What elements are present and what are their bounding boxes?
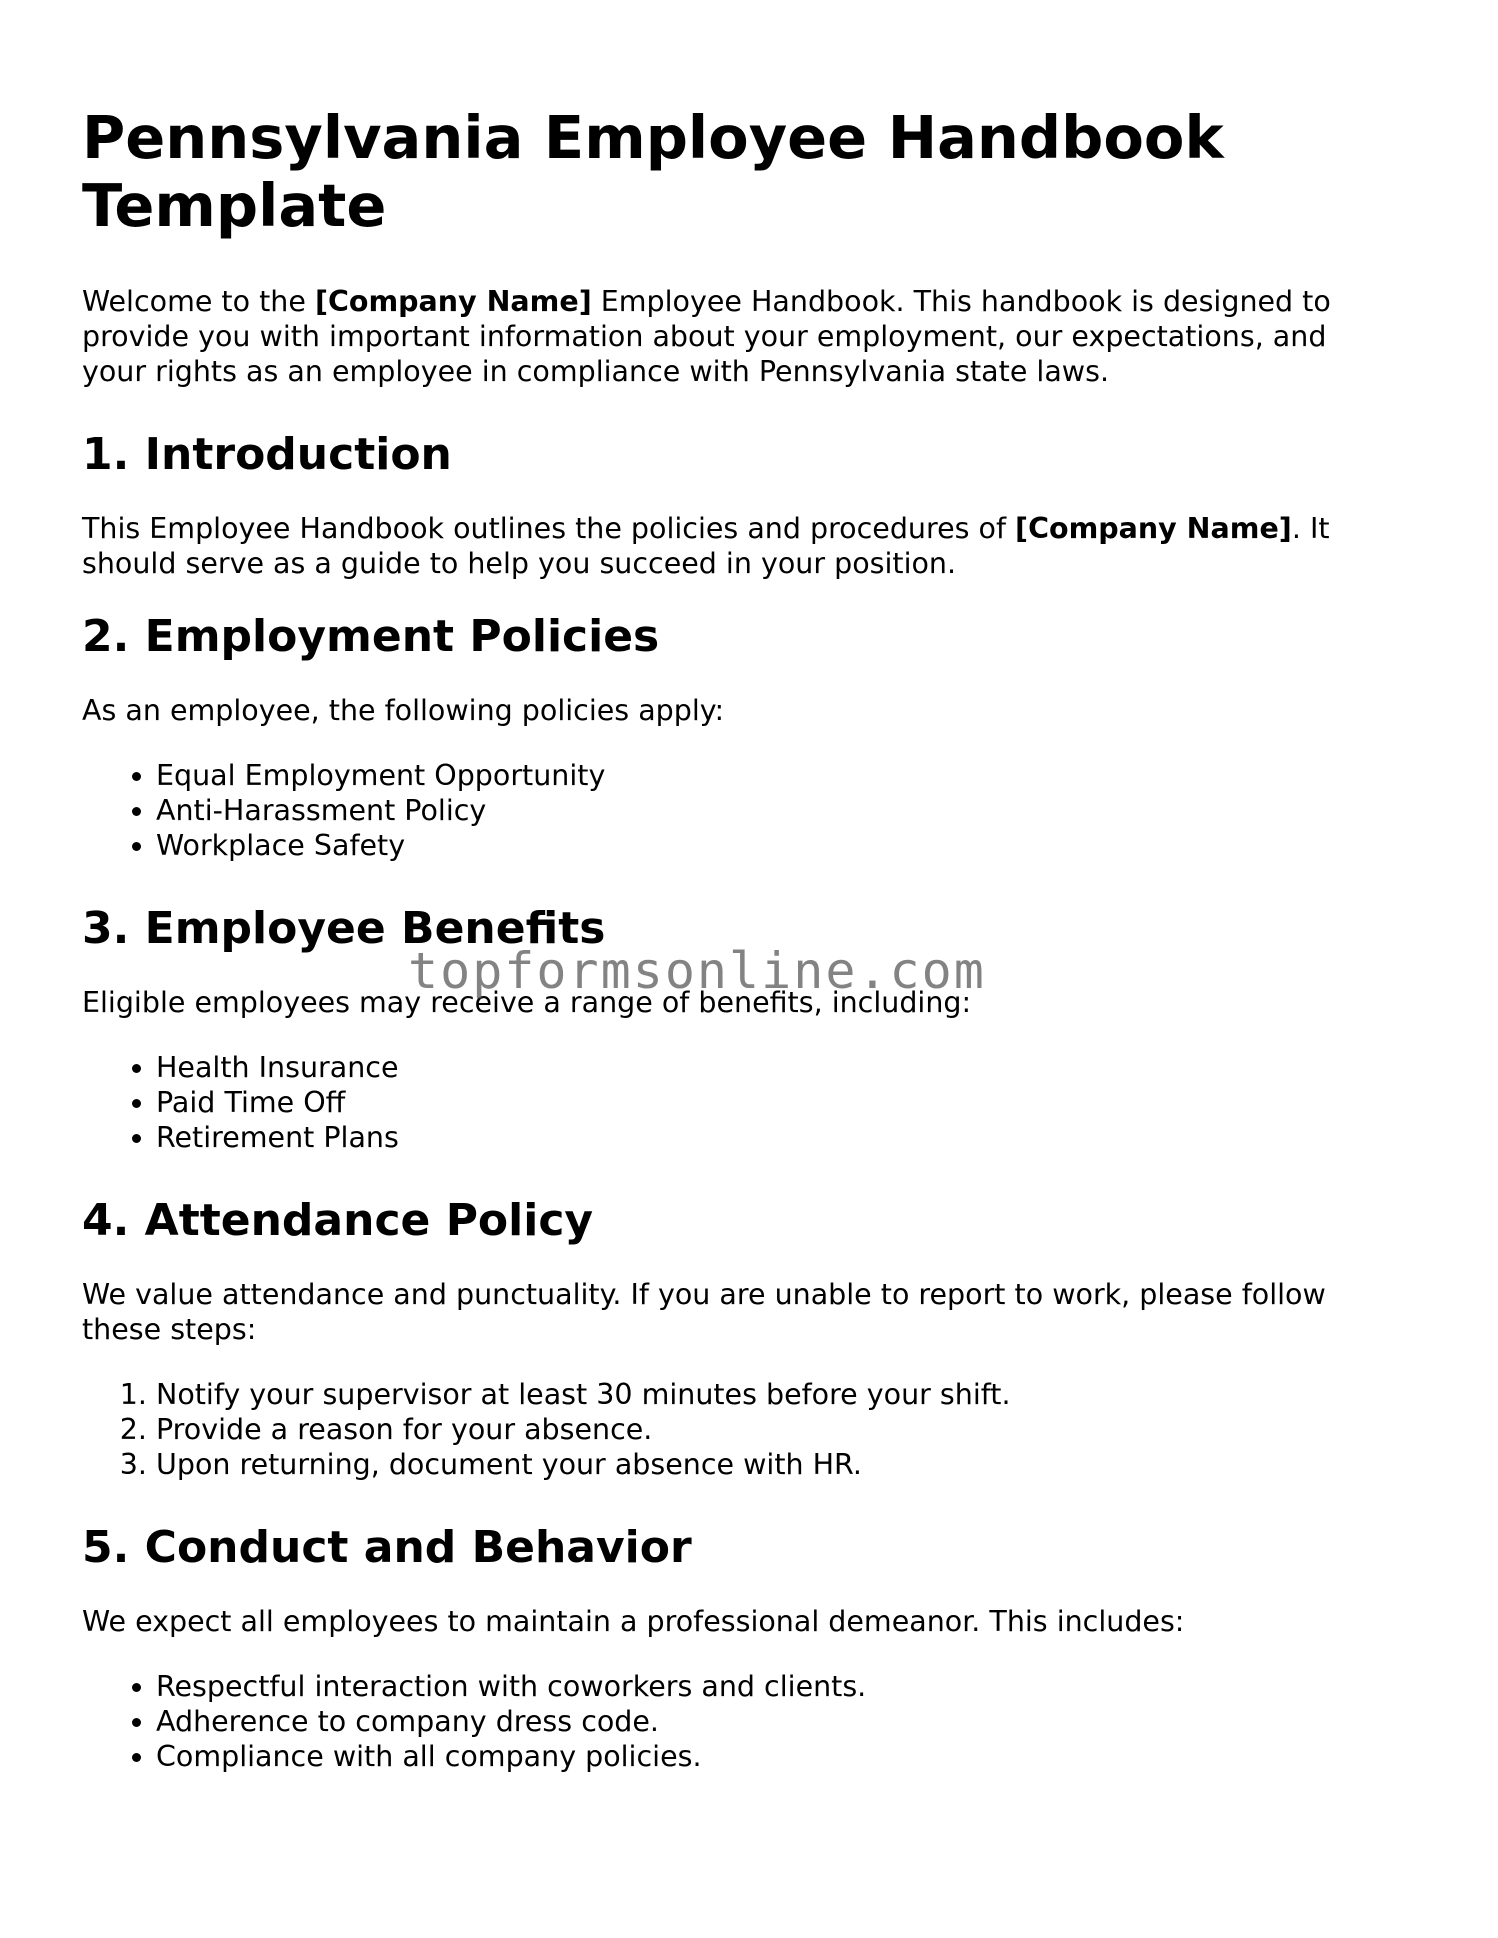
page-title: Pennsylvania Employee Handbook Template <box>82 103 1224 240</box>
list-item: 1. Notify your supervisor at least 30 minutes before your shift. <box>156 1377 1382 1412</box>
attendance-steps-list <box>82 1377 1382 1482</box>
watermark-text: topformsonline.com <box>408 942 986 1000</box>
employee-benefits-paragraph: Eligible employees may receive a range of benefits, including: <box>82 986 972 1019</box>
list-item: • Paid Time Off <box>156 1085 1382 1120</box>
list-item: • Respectful interaction with coworkers and clients. <box>156 1669 1382 1704</box>
company-name-placeholder: [Company Name] <box>314 285 592 318</box>
intro-text-after: Employee Handbook. This handbook is designed to provide you with important information about your employment, our expectations, and your rights as an employee in compliance with Pennsylvania state laws. <box>82 285 1331 388</box>
company-name-placeholder: [Company Name] <box>1015 512 1292 545</box>
section-heading-conduct-behavior: 5. Conduct and Behavior <box>82 1522 692 1573</box>
list-item: • Anti-Harassment Policy <box>156 793 1382 828</box>
section-heading-introduction: 1. Introduction <box>82 429 452 480</box>
employment-policies-list <box>82 758 1382 863</box>
list-item: • Health Insurance <box>156 1050 1382 1085</box>
conduct-behavior-list <box>82 1669 1382 1774</box>
section-heading-employment-policies: 2. Employment Policies <box>82 611 660 662</box>
list-item: • Equal Employment Opportunity <box>156 758 1382 793</box>
employee-benefits-list <box>82 1050 1382 1155</box>
introduction-paragraph <box>82 511 1382 581</box>
list-item: 2. Provide a reason for your absence. <box>156 1412 1382 1447</box>
list-item: 3. Upon returning, document your absence with HR. <box>156 1447 1382 1482</box>
list-item: • Adherence to company dress code. <box>156 1704 1382 1739</box>
introduction-text-after: . It should serve as a guide to help you succeed in your position. <box>82 512 1330 580</box>
conduct-behavior-paragraph: We expect all employees to maintain a professional demeanor. This includes: <box>82 1605 1185 1638</box>
list-item: • Workplace Safety <box>156 828 1382 863</box>
employment-policies-paragraph: As an employee, the following policies apply: <box>82 694 725 727</box>
attendance-policy-paragraph: We value attendance and punctuality. If you are unable to report to work, please follow these steps: <box>82 1278 1326 1346</box>
intro-paragraph <box>82 284 1382 389</box>
list-item: • Retirement Plans <box>156 1120 1382 1155</box>
section-heading-employee-benefits: 3. Employee Benefits <box>82 903 606 954</box>
introduction-text-before: This Employee Handbook outlines the policies and procedures of <box>82 512 1016 545</box>
list-item: • Compliance with all company policies. <box>156 1739 1382 1774</box>
intro-text-before: Welcome to the <box>82 285 315 318</box>
section-heading-attendance-policy: 4. Attendance Policy <box>82 1195 594 1246</box>
